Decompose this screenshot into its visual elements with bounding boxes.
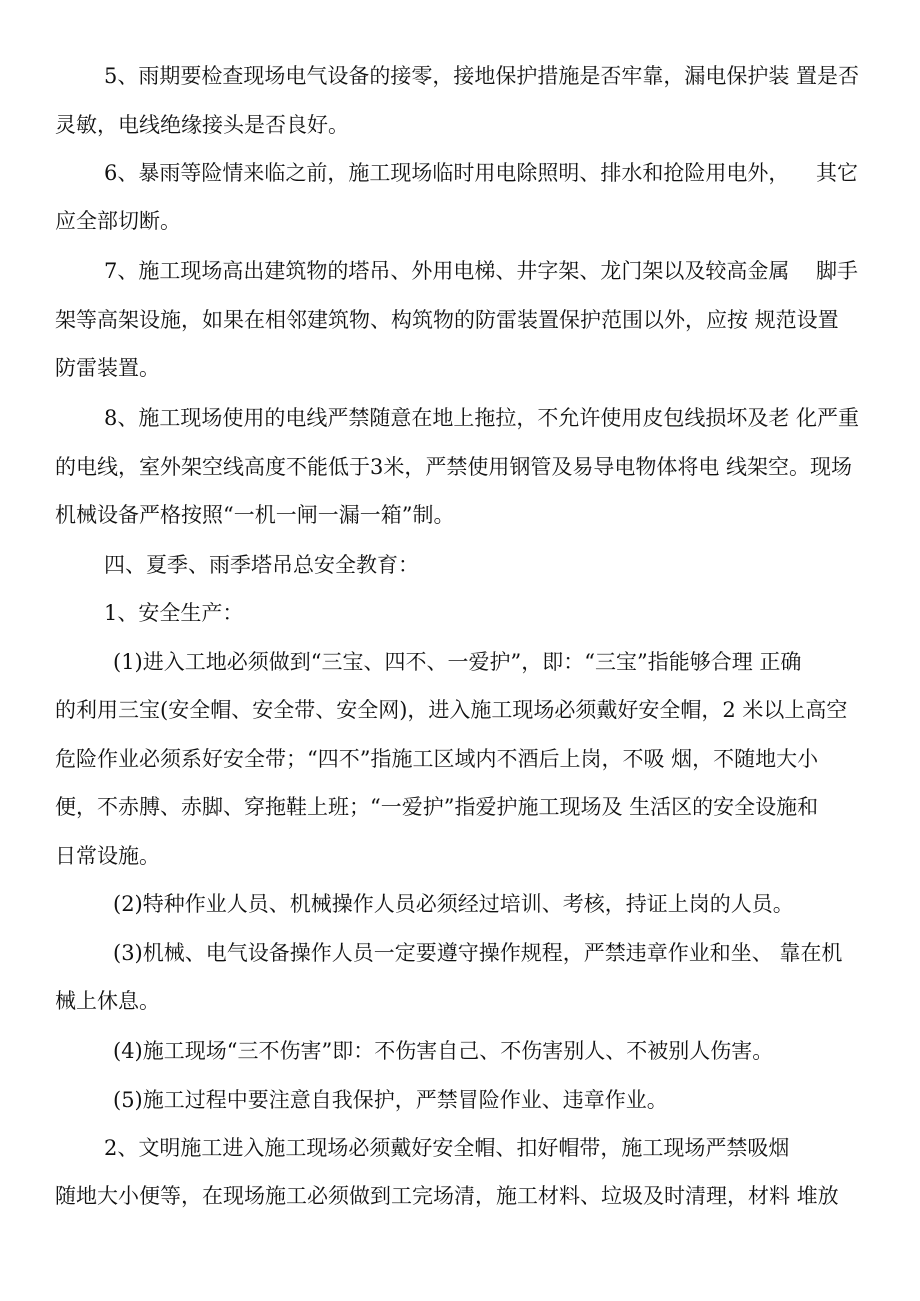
para-item-8-line-3: 机械设备严格按照“一机一闸一漏一箱”制。 [55, 503, 455, 527]
para-sub-3-line-1: (3)机械、电气设备操作人员一定要遵守操作规程，严禁违章作业和坐、 靠在机 [113, 941, 843, 965]
para-item-7-line-3: 防雷装置。 [55, 356, 160, 380]
para-sub-1-line-3: 危险作业必须系好安全带；“四不”指施工区域内不酒后上岗，不吸 烟，不随地大小 [55, 747, 819, 771]
para-sub-1-line-4: 便，不赤膊、赤脚、穿拖鞋上班；“一爱护”指爱护施工现场及 生活区的安全设施和 [55, 795, 819, 819]
para-item-8-line-2: 的电线，室外架空线高度不能低于3米，严禁使用钢管及易导电物体将电 线架空。现场 [55, 455, 853, 479]
para-item-7-line-1: 7、施工现场高出建筑物的塔吊、外用电梯、井字架、龙门架以及较高金属 脚手 [104, 259, 859, 283]
section-heading-4: 四、夏季、雨季塔吊总安全教育： [104, 553, 419, 577]
para-item-6-line-2: 应全部切断。 [55, 209, 181, 233]
para-sub-1-line-2: 的利用三宝(安全帽、安全带、安全网)，进入施工现场必须戴好安全帽，2 米以上高空 [55, 698, 848, 722]
para-sub-2: (2)特种作业人员、机械操作人员必须经过培训、考核，持证上岗的人员。 [113, 892, 794, 916]
para-sub-1-line-1: (1)进入工地必须做到“三宝、四不、一爱护”，即：“三宝”指能够合理 正确 [113, 650, 802, 674]
subheading-safety-production: 1、安全生产： [104, 601, 244, 625]
para-sub-4: (4)施工现场“三不伤害”即：不伤害自己、不伤害别人、不被别人伤害。 [113, 1039, 774, 1063]
para-sub-1-line-5: 日常设施。 [55, 844, 160, 868]
para-civilized-construction-line-2: 随地大小便等，在现场施工必须做到工完场清，施工材料、垃圾及时清理，材料 堆放 [55, 1184, 839, 1208]
para-item-7-line-2: 架等高架设施，如果在相邻建筑物、构筑物的防雷装置保护范围以外，应按 规范设置 [55, 308, 839, 332]
para-item-5-line-1: 5、雨期要检查现场电气设备的接零，接地保护措施是否牢靠，漏电保护装 置是否 [104, 64, 860, 88]
para-civilized-construction-line-1: 2、文明施工进入施工现场必须戴好安全帽、扣好帽带，施工现场严禁吸烟 [104, 1136, 790, 1160]
para-sub-3-line-2: 械上休息。 [55, 989, 160, 1013]
para-sub-5: (5)施工过程中要注意自我保护，严禁冒险作业、违章作业。 [113, 1088, 668, 1112]
para-item-6-line-1: 6、暴雨等险情来临之前，施工现场临时用电除照明、排水和抢险用电外， 其它 [104, 161, 859, 185]
para-item-5-line-2: 灵敏，电线绝缘接头是否良好。 [55, 113, 349, 137]
para-item-8-line-1: 8、施工现场使用的电线严禁随意在地上拖拉，不允许使用皮包线损坏及老 化严重 [104, 406, 860, 430]
